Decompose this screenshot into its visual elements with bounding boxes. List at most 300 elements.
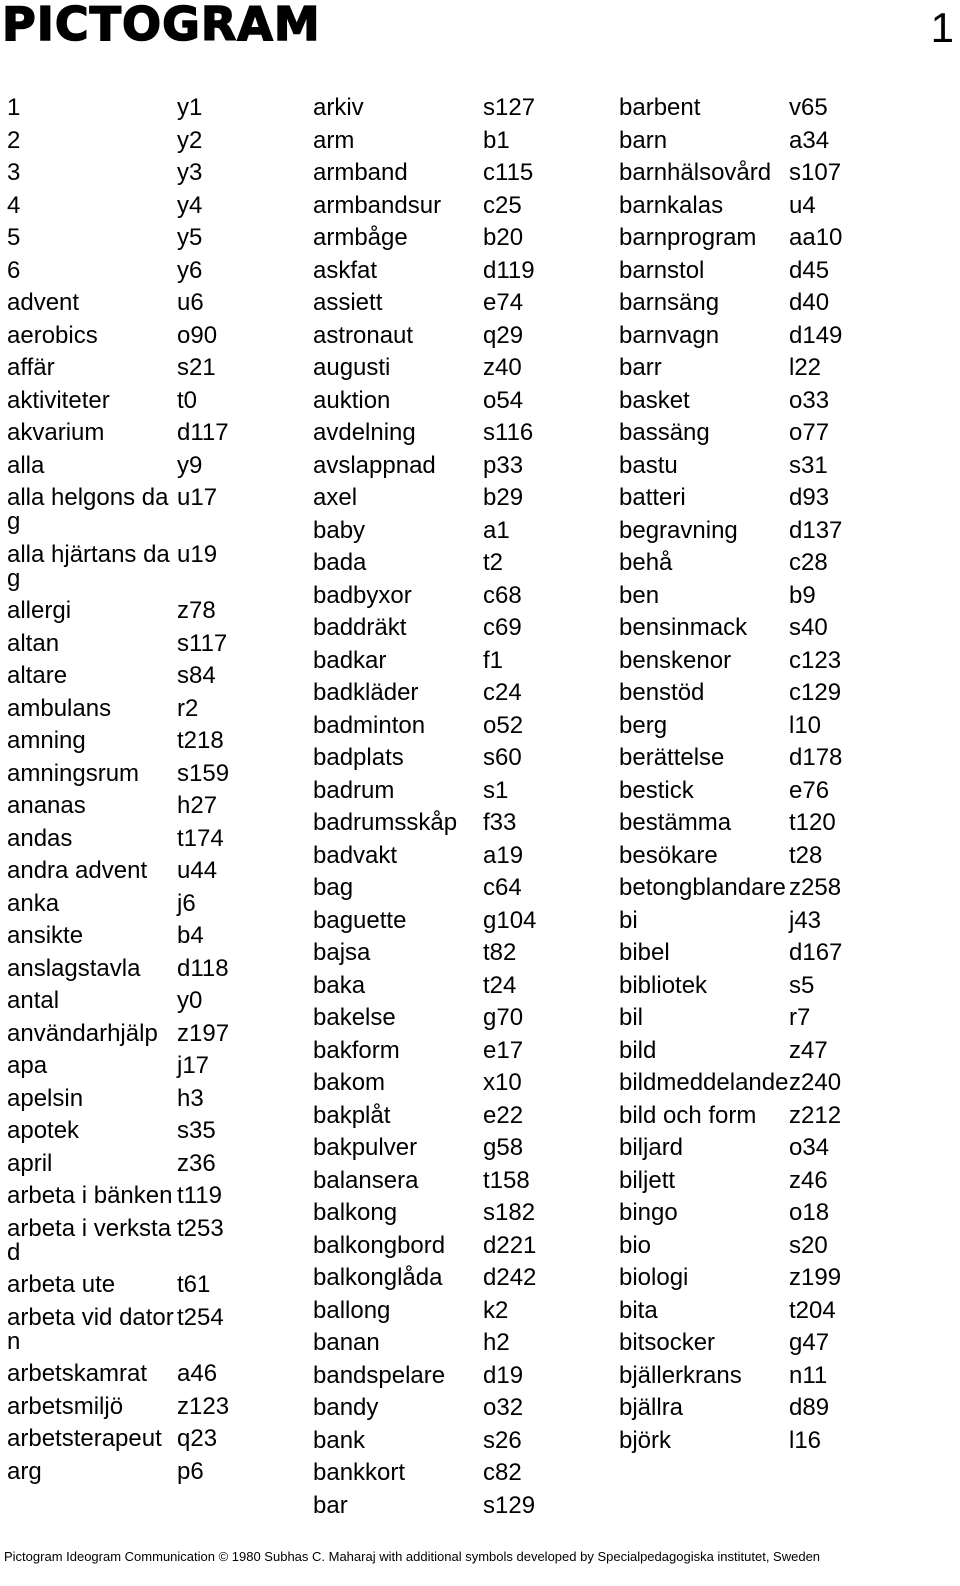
entry-word: arbeta i verkstad [7,1214,172,1266]
index-entry [7,981,229,1014]
entry-word: apa [7,1052,48,1079]
index-entry [313,186,536,219]
index-entry [313,836,536,869]
entry-code: d89 [789,1394,830,1421]
index-entry [313,1323,536,1356]
entry-code: s5 [789,971,815,999]
entry-code: t120 [789,809,836,836]
index-entry [7,121,229,154]
entry-word: arbeta vid datorn [7,1303,174,1355]
index-entry [313,413,536,446]
entry-word: benskenor [619,646,732,674]
entry-code: t28 [789,841,823,869]
index-entry [313,803,536,836]
entry-word: april [7,1149,53,1177]
entry-word: bensinmack [619,614,748,641]
entry-word: arbeta i bänken [7,1182,173,1209]
entry-word: bild [619,1036,657,1064]
entry-code: t254 [177,1303,224,1331]
entry-word: ballong [313,1296,391,1324]
page-number: 1 [930,4,954,51]
entry-code: c69 [483,614,522,641]
index-entry [619,1388,842,1421]
entry-code: c129 [789,679,842,706]
entry-word: antal [7,987,60,1014]
index-entry [619,348,842,381]
entry-code: t61 [177,1271,211,1298]
entry-word: bag [313,874,354,901]
entry-code: b29 [483,484,524,511]
entry-code: r7 [789,1004,811,1031]
entry-word: balkongbord [313,1231,446,1259]
index-entry [619,153,842,186]
entry-code: g47 [789,1329,830,1356]
entry-code: l16 [789,1426,822,1454]
entry-code: e17 [483,1036,524,1064]
index-entry [7,721,229,754]
index-entry [7,916,229,949]
entry-word: barnhälsovård [619,159,772,186]
entry-word: affär [7,354,55,381]
index-entry [7,348,229,381]
entry-code: u19 [177,540,218,568]
entry-code: y9 [177,451,203,479]
index-entry [7,381,229,414]
index-entry [313,673,536,706]
entry-word: bandy [313,1394,379,1421]
entry-code: z258 [789,874,842,901]
index-entry [313,998,536,1031]
index-entry [619,1291,842,1324]
entry-word: badrum [313,776,395,804]
entry-word: bibliotek [619,971,708,999]
entry-word: apelsin [7,1084,84,1112]
entry-code: z36 [177,1149,216,1177]
entry-code: s26 [483,1426,522,1454]
copyright-footer: Pictogram Ideogram Communication © 1980 Subhas C. Maharaj with additional symbols developed by Specialpedagogiska institutet, Sweden [4,1549,821,1564]
entry-code: o52 [483,711,524,739]
entry-word: andas [7,824,73,852]
entry-code: e74 [483,289,524,316]
entry-code: o90 [177,321,218,349]
index-entry [619,966,842,999]
entry-word: astronaut [313,321,414,349]
entry-code: d117 [177,419,229,446]
index-entry [619,933,842,966]
entry-word: bibel [619,939,670,966]
entry-word: bada [313,549,367,576]
index-entry [313,1096,536,1129]
index-entry [313,1291,536,1324]
index-entry [313,933,536,966]
index-entry [619,446,842,479]
entry-code: y2 [177,126,203,154]
entry-code: t2 [483,549,504,576]
entry-word: anslagstavla [7,954,141,982]
entry-word: balansera [313,1166,419,1194]
entry-word: banan [313,1329,380,1356]
entry-word: bjällra [619,1394,684,1421]
entry-code: b20 [483,224,524,251]
index-entry [619,1063,842,1096]
index-entry [619,1226,842,1259]
entry-word: barr [619,354,662,381]
entry-word: bakom [313,1069,386,1096]
entry-code: s182 [483,1199,536,1226]
entry-word: bakelse [313,1004,396,1031]
entry-word: allergi [7,597,72,624]
index-entry [619,1258,842,1291]
entry-code: u44 [177,857,218,884]
entry-word: apotek [7,1117,80,1144]
entry-word: balkong [313,1199,398,1226]
index-entry [619,608,842,641]
index-entry [7,1387,229,1420]
entry-code: c24 [483,679,522,706]
index-entry [619,901,842,934]
entry-word: armbåge [313,224,408,251]
entry-word: bingo [619,1199,678,1226]
entry-word: batteri [619,484,686,511]
index-entry [7,251,229,284]
index-entry [313,1031,536,1064]
entry-code: c28 [789,549,828,576]
entry-word: användarhjälp [7,1019,158,1047]
index-entry [619,121,842,154]
entry-word: barbent [619,94,701,121]
entry-code: y1 [177,94,203,121]
entry-word: bakpulver [313,1134,418,1161]
index-column-3 [619,88,842,1453]
entry-code: c25 [483,191,522,219]
index-entry [313,283,536,316]
index-entry [313,1193,536,1226]
entry-code: aa10 [789,224,843,251]
index-entry [619,706,842,739]
entry-word: benstöd [619,679,705,706]
entry-word: basket [619,386,690,414]
entry-word: alla [7,451,45,479]
entry-code: f33 [483,809,517,836]
entry-code: z40 [483,354,522,381]
entry-code: s107 [789,159,842,186]
entry-code: c115 [483,159,534,186]
entry-word: barnvagn [619,321,720,349]
index-entry [7,1452,229,1485]
index-entry [7,851,229,884]
entry-code: t24 [483,971,517,999]
entry-code: y6 [177,256,203,284]
entry-code: t158 [483,1166,530,1194]
index-entry [7,1419,229,1452]
index-entry [313,1161,536,1194]
entry-word: baka [313,971,366,999]
index-entry [313,153,536,186]
index-entry [7,1354,229,1387]
entry-word: bjällerkrans [619,1361,742,1389]
entry-code: s40 [789,614,828,641]
entry-word: assiett [313,289,383,316]
index-entry [619,803,842,836]
entry-code: t218 [177,727,224,754]
entry-word: barnsäng [619,289,720,316]
entry-code: a34 [789,126,830,154]
entry-word: bild och form [619,1101,757,1129]
entry-code: b1 [483,126,510,154]
index-entry [7,1176,229,1209]
entry-word: anka [7,889,60,917]
entry-code: d119 [483,256,535,284]
entry-word: altare [7,662,68,689]
entry-word: bakform [313,1036,400,1064]
index-entry [7,1079,229,1112]
entry-word: arbetsmiljö [7,1392,124,1420]
index-entry [619,543,842,576]
entry-code: d45 [789,256,830,284]
entry-word: 1 [7,94,21,121]
entry-word: badplats [313,744,404,771]
index-entry [619,771,842,804]
entry-word: akvarium [7,419,105,446]
index-entry [7,1014,229,1047]
entry-word: biljett [619,1166,676,1194]
entry-code: d40 [789,289,830,316]
entry-code: s60 [483,744,522,771]
entry-code: r2 [177,694,199,722]
entry-code: t82 [483,939,517,966]
entry-code: d149 [789,321,843,349]
index-entry [7,1046,229,1079]
entry-code: s84 [177,662,216,689]
entry-code: u17 [177,484,218,511]
index-entry [313,1486,536,1519]
entry-code: y5 [177,224,203,251]
entry-word: alla helgons dag [7,484,169,535]
index-entry [313,348,536,381]
entry-word: bankkort [313,1459,406,1486]
entry-code: g58 [483,1134,524,1161]
entry-code: u4 [789,191,816,219]
index-entry [313,1258,536,1291]
entry-code: t204 [789,1296,836,1324]
index-entry [7,884,229,917]
entry-code: t174 [177,824,224,852]
entry-code: s35 [177,1117,216,1144]
index-entry [7,591,229,624]
entry-word: biologi [619,1264,689,1291]
index-entry [313,608,536,641]
entry-word: behå [619,549,673,576]
entry-code: h2 [483,1329,510,1356]
entry-code: z199 [789,1264,842,1291]
entry-code: o77 [789,419,830,446]
index-entry [619,673,842,706]
entry-word: arbeta ute [7,1271,116,1298]
entry-code: z78 [177,597,216,624]
entry-word: askfat [313,256,378,284]
index-entry [619,1193,842,1226]
index-entry [619,1421,842,1454]
entry-code: z46 [789,1166,828,1194]
entry-code: g104 [483,906,537,934]
entry-code: q29 [483,321,524,349]
index-entry [313,478,536,511]
entry-word: begravning [619,516,738,544]
entry-word: badkar [313,646,387,674]
entry-word: björk [619,1426,672,1454]
index-entry [7,413,229,446]
index-entry [619,1096,842,1129]
index-entry [7,1298,229,1355]
index-entry [7,656,229,689]
entry-code: y4 [177,191,203,219]
index-entry [619,998,842,1031]
index-entry [619,1128,842,1161]
entry-word: barnkalas [619,191,724,219]
index-entry [313,381,536,414]
entry-code: b4 [177,922,204,949]
entry-code: y3 [177,159,203,186]
index-entry [313,543,536,576]
entry-word: ananas [7,792,86,819]
entry-word: axel [313,484,358,511]
entry-word: baby [313,516,366,544]
entry-code: o34 [789,1134,830,1161]
entry-word: bajsa [313,939,371,966]
index-entry [619,218,842,251]
entry-word: berättelse [619,744,725,771]
index-entry [619,478,842,511]
index-entry [7,186,229,219]
index-entry [7,1111,229,1144]
entry-word: altan [7,629,60,657]
index-entry [313,738,536,771]
entry-code: s20 [789,1231,828,1259]
entry-code: b9 [789,581,816,609]
entry-code: e76 [789,776,830,804]
entry-code: a46 [177,1360,218,1387]
entry-word: ben [619,581,660,609]
index-entry [619,1031,842,1064]
entry-code: c68 [483,581,522,609]
entry-code: d221 [483,1231,537,1259]
entry-code: a19 [483,841,524,869]
entry-word: badvakt [313,841,398,869]
entry-word: bakplåt [313,1101,391,1129]
entry-word: ansikte [7,922,84,949]
index-entry [313,218,536,251]
index-entry [7,786,229,819]
index-entry [619,1161,842,1194]
entry-word: bio [619,1231,652,1259]
index-entry [619,738,842,771]
entry-code: f1 [483,646,504,674]
entry-word: biljard [619,1134,684,1161]
index-entry [313,121,536,154]
entry-word: avslappnad [313,451,436,479]
entry-code: d242 [483,1264,537,1291]
index-entry [313,446,536,479]
entry-word: amningsrum [7,759,140,787]
page-title: PICTOGRAM [2,0,321,51]
entry-word: 5 [7,224,21,251]
entry-code: j17 [177,1052,210,1079]
entry-word: baddräkt [313,614,407,641]
index-entry [619,251,842,284]
entry-word: amning [7,727,86,754]
index-column-1 [7,88,229,1484]
index-entry [313,706,536,739]
index-entry [619,413,842,446]
entry-word: auktion [313,386,391,414]
entry-word: aerobics [7,321,98,349]
entry-word: bandspelare [313,1361,446,1389]
entry-code: d137 [789,516,843,544]
entry-word: aktiviteter [7,386,110,414]
entry-code: z240 [789,1069,842,1096]
entry-code: v65 [789,94,828,121]
entry-word: armband [313,159,408,186]
entry-word: barnstol [619,256,705,284]
index-entry [7,1144,229,1177]
entry-word: barn [619,126,668,154]
entry-code: d118 [177,954,229,982]
entry-code: t0 [177,386,198,414]
index-entry [619,1323,842,1356]
entry-code: h27 [177,792,218,819]
entry-code: x10 [483,1069,522,1096]
index-entry [313,868,536,901]
entry-code: k2 [483,1296,509,1324]
index-entry [619,316,842,349]
index-entry [7,446,229,479]
entry-word: arbetsterapeut [7,1425,162,1452]
index-entry [619,641,842,674]
index-entry [313,901,536,934]
entry-word: 6 [7,256,21,284]
entry-word: balkonglåda [313,1264,443,1291]
index-entry [619,283,842,316]
index-entry [619,576,842,609]
entry-code: l10 [789,711,822,739]
entry-code: s31 [789,451,828,479]
entry-code: e22 [483,1101,524,1129]
entry-code: l22 [789,354,822,381]
index-entry [7,819,229,852]
index-entry [7,478,229,535]
index-entry [313,1356,536,1389]
entry-word: besökare [619,841,718,869]
entry-word: arkiv [313,94,364,121]
entry-code: s1 [483,776,509,804]
entry-word: badbyxor [313,581,412,609]
entry-code: p33 [483,451,524,479]
index-entry [7,88,229,121]
entry-word: ambulans [7,694,112,722]
index-entry [313,771,536,804]
entry-word: baguette [313,906,407,934]
index-entry [619,381,842,414]
entry-code: o18 [789,1199,830,1226]
entry-word: badrumsskåp [313,809,458,836]
entry-code: c82 [483,1459,522,1486]
entry-code: g70 [483,1004,524,1031]
index-entry [619,836,842,869]
index-entry [619,186,842,219]
index-entry [7,754,229,787]
entry-word: bestämma [619,809,732,836]
entry-code: c64 [483,874,522,901]
